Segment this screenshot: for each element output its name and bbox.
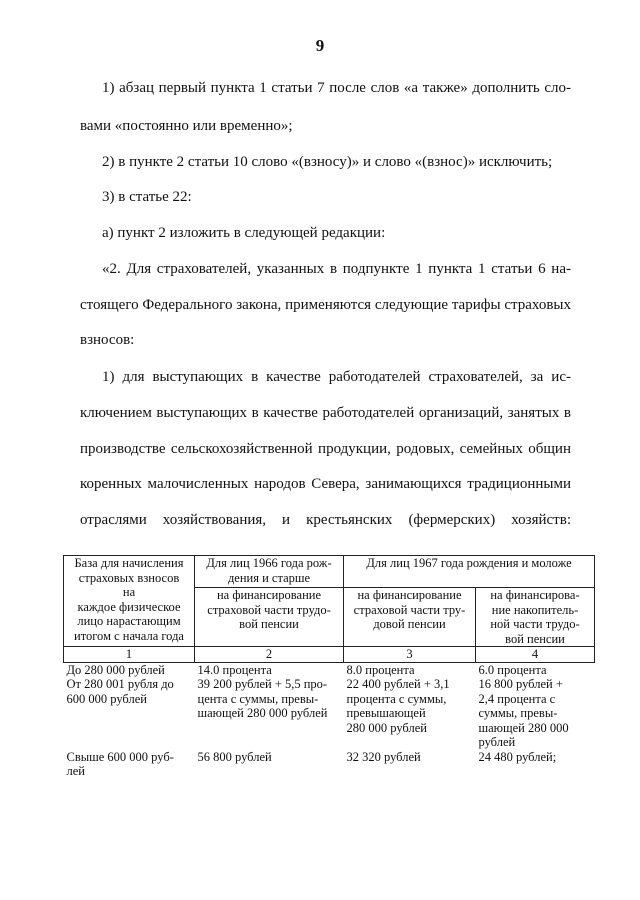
page-number: 9 (315, 36, 325, 55)
table-row (64, 662, 595, 677)
cell-base: Свыше 600 000 руб- лей (66, 749, 174, 778)
group-header-1967: Для лиц 1967 года рождения и моложе (344, 556, 595, 588)
cell-rate: 32 320 рублей (346, 749, 421, 764)
cell-rate: 24 480 рублей; (478, 749, 557, 764)
paragraph-line: 3) в статье 22: (102, 189, 192, 205)
paragraph-line: отраслями хозяйствования, и крестьянских (фермерских) хозяйств: (80, 512, 571, 528)
paragraph-line: взносов: (80, 332, 135, 348)
paragraph-line: 1) абзац первый пункта 1 статьи 7 после слов «а также» дополнить сло- (102, 80, 571, 96)
cell-rate: 14.0 процента (197, 662, 272, 677)
cell-base: От 280 001 рубля до 600 000 рублей (66, 677, 174, 706)
column-number-row (64, 647, 595, 663)
cell-rate: 16 800 рублей + 2,4 процента с суммы, превы- шающей 280 000 рублей (478, 677, 569, 749)
column-header-base: База для начисления страховых взносов на каждое физическое лицо нарастающим итогом с начала года (64, 556, 195, 647)
paragraph-line: а) пункт 2 изложить в следующей редакции: (102, 225, 386, 241)
cell-rate: 8.0 процента (346, 662, 415, 677)
tariff-table (63, 555, 595, 779)
paragraph-line: производстве сельскохозяйственной продукции, родовых, семейных общин (80, 441, 571, 457)
paragraph-line: стоящего Федерального закона, применяются следующие тарифы страховых (80, 297, 571, 313)
column-number: 2 (195, 647, 344, 663)
column-number: 4 (476, 647, 595, 663)
column-header-4: на финансирова- ние накопитель- ной части трудо- вой пенсии (476, 588, 595, 647)
paragraph-line: ключением выступающих в качестве работодателей организаций, занятых в (80, 405, 571, 421)
table-row (64, 677, 595, 750)
cell-rate: 56 800 рублей (197, 749, 272, 764)
table-row (64, 750, 595, 779)
cell-base: До 280 000 рублей (66, 662, 165, 677)
group-header-1966: Для лиц 1966 года рож- дения и старше (195, 556, 344, 588)
paragraph-line: 1) для выступающих в качестве работодателей страхователей, за ис- (102, 369, 571, 385)
column-header-3: на финансирование страховой части тру- довой пенсии (344, 588, 476, 647)
column-number: 3 (344, 647, 476, 663)
cell-rate: 6.0 процента (478, 662, 547, 677)
paragraph-line: «2. Для страхователей, указанных в подпункте 1 пункта 1 статьи 6 на- (102, 261, 571, 277)
column-header-2: на финансирование страховой части трудо- вой пенсии (195, 588, 344, 647)
paragraph-line: коренных малочисленных народов Севера, занимающихся традиционными (80, 476, 571, 492)
paragraph-line: вами «постоянно или временно»; (80, 118, 293, 134)
cell-rate: 39 200 рублей + 5,5 про- цента с суммы, превы- шающей 280 000 рублей (197, 677, 328, 720)
paragraph-line: 2) в пункте 2 статьи 10 слово «(взносу)» и слово «(взнос)» исключить; (102, 154, 553, 170)
cell-rate: 22 400 рублей + 3,1 процента с суммы, превышающей 280 000 рублей (346, 677, 450, 735)
column-number: 1 (64, 647, 195, 663)
